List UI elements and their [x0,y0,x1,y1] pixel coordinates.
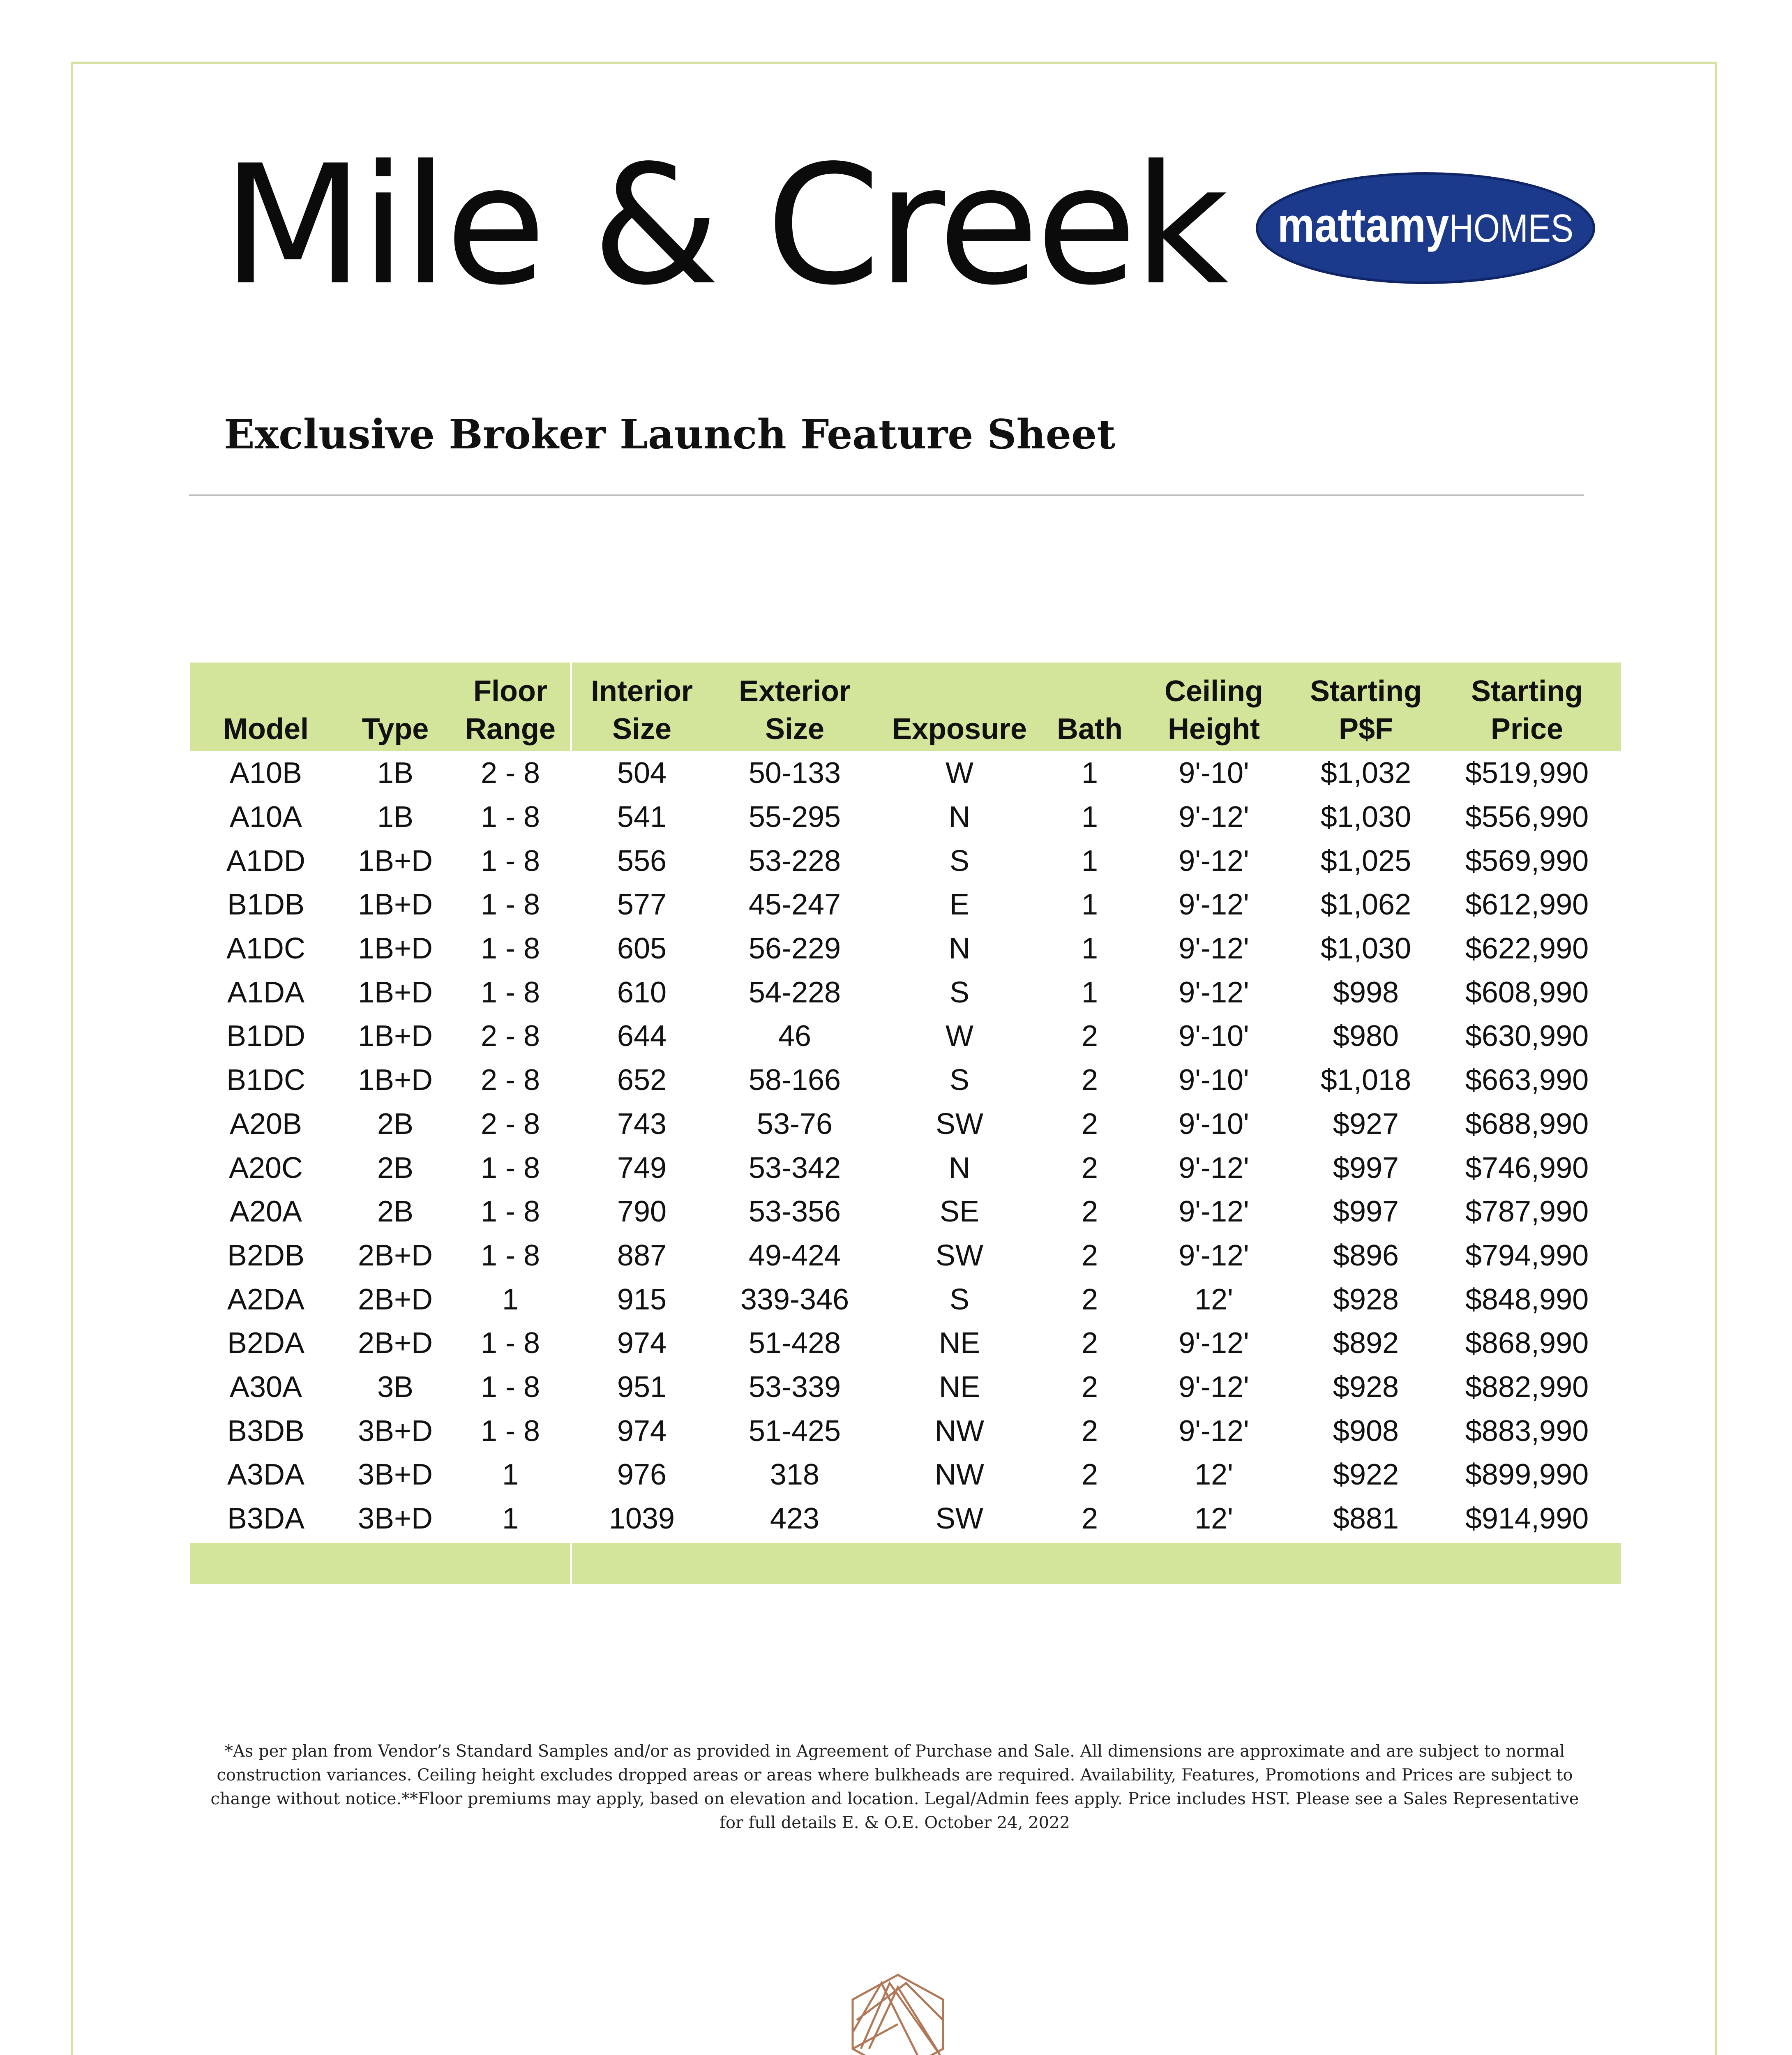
cell-starting-psf: $928 [1333,1370,1399,1404]
cell-starting-psf: $997 [1333,1151,1399,1185]
cell-type: 2B+D [357,1327,433,1360]
cell-starting-psf: $908 [1333,1414,1399,1448]
cell-exterior-size: 53-76 [756,1107,833,1141]
table-footer-bar [190,1543,1621,1584]
cell-interior-size: 790 [617,1195,667,1228]
cell-ceiling-height: 12' [1195,1458,1233,1492]
cell-ceiling-height: 9'-12' [1179,976,1249,1009]
cell-starting-price: $663,990 [1465,1064,1589,1097]
cell-exterior-size: 53-356 [748,1195,841,1228]
cell-type: 2B+D [357,1239,433,1272]
cell-exterior-size: 55-295 [748,801,841,834]
cell-exposure: N [949,1151,970,1185]
title-divider [189,494,1584,496]
cell-bath: 2 [1081,1107,1098,1141]
table-row [190,1497,1621,1541]
table-body [190,751,1621,1540]
cell-bath: 2 [1081,1327,1098,1360]
cell-starting-psf: $1,025 [1320,844,1411,877]
cell-ceiling-height: 9'-10' [1179,1064,1249,1097]
cell-model: A30A [229,1370,302,1404]
table-row [190,795,1621,839]
cell-starting-price: $883,990 [1465,1414,1589,1448]
cell-exposure: E [949,888,970,921]
cell-floor-range: 1 - 8 [480,1370,540,1404]
cell-starting-price: $899,990 [1465,1458,1589,1492]
cell-starting-psf: $1,018 [1320,1064,1411,1097]
cell-type: 1B+D [357,932,433,965]
cell-interior-size: 743 [617,1107,667,1141]
cell-type: 1B+D [357,844,433,877]
cell-floor-range: 1 - 8 [480,844,540,877]
cell-interior-size: 504 [617,757,667,790]
cell-floor-range: 2 - 8 [480,1064,540,1097]
header-type [350,663,441,751]
cell-interior-size: 644 [617,1020,667,1053]
cell-exterior-size: 49-424 [748,1239,841,1272]
cell-ceiling-height: 9'-12' [1179,1151,1249,1185]
header-bath [1045,663,1135,751]
cell-floor-range: 1 [502,1502,519,1535]
cell-starting-psf: $1,062 [1320,888,1411,921]
cell-model: A1DA [227,976,305,1009]
cell-ceiling-height: 9'-10' [1179,1020,1249,1053]
header-label: Exterior Size [738,675,851,746]
cell-exposure: NE [939,1370,980,1404]
cell-exposure: W [946,757,973,790]
cell-type: 2B [377,1195,414,1228]
header-label: Starting Price [1471,675,1583,746]
cell-bath: 1 [1081,932,1098,965]
cell-exterior-size: 46 [778,1020,812,1053]
cell-starting-price: $746,990 [1465,1151,1589,1185]
header-label: Bath [1057,713,1123,746]
cell-model: B1DD [226,1020,306,1053]
cell-type: 3B+D [357,1502,433,1535]
cell-model: B1DC [226,1064,306,1097]
header-exterior-size [725,663,865,751]
cell-interior-size: 1039 [609,1502,675,1535]
header-label: Model [223,713,309,746]
cell-exterior-size: 56-229 [748,932,841,965]
cell-floor-range: 1 - 8 [480,1414,540,1448]
table-row [190,1321,1621,1365]
mattamy-logo-bold: mattamy [1278,198,1477,252]
cell-interior-size: 974 [617,1414,667,1448]
cell-type: 1B+D [357,976,433,1009]
cell-bath: 1 [1081,801,1098,834]
cell-ceiling-height: 9'-12' [1179,1195,1249,1228]
cell-exterior-size: 54-228 [748,976,841,1009]
cell-floor-range: 2 - 8 [480,757,540,790]
table-row [190,1234,1621,1278]
cell-starting-price: $688,990 [1465,1107,1589,1141]
cell-interior-size: 605 [617,932,667,965]
header-label: Starting P$F [1310,675,1422,746]
milborne-emblem-icon [844,1971,951,2055]
cell-starting-price: $519,990 [1465,757,1589,790]
cell-floor-range: 1 - 8 [480,976,540,1009]
mattamy-logo-light: HOMES [1449,206,1594,250]
cell-exposure: NW [935,1458,984,1492]
cell-exterior-size: 58-166 [748,1064,841,1097]
cell-exterior-size: 50-133 [748,757,841,790]
cell-ceiling-height: 9'-12' [1179,1414,1249,1448]
cell-bath: 1 [1081,844,1098,877]
cell-exterior-size: 51-425 [748,1414,841,1448]
cell-model: B3DB [227,1414,305,1448]
cell-bath: 2 [1081,1370,1098,1404]
cell-interior-size: 541 [617,801,667,834]
cell-starting-psf: $927 [1333,1107,1399,1141]
cell-interior-size: 951 [617,1370,667,1404]
cell-exposure: S [949,1064,970,1097]
cell-starting-price: $608,990 [1465,976,1589,1009]
cell-model: B2DA [227,1327,305,1360]
mattamy-homes-logo [1255,172,1596,285]
cell-floor-range: 1 [502,1283,519,1316]
cell-model: B3DA [227,1502,305,1535]
table-row [190,839,1621,883]
cell-type: 2B [377,1107,414,1141]
cell-starting-psf: $928 [1333,1283,1399,1316]
cell-starting-psf: $997 [1333,1195,1399,1228]
cell-interior-size: 915 [617,1283,667,1316]
svg-text:mattamyHOMES [1278,198,1594,252]
header-ceiling-height [1152,663,1275,751]
cell-bath: 2 [1081,1151,1098,1185]
cell-floor-range: 1 [502,1458,519,1492]
cell-exposure: SE [939,1195,980,1228]
cell-type: 3B+D [357,1458,433,1492]
cell-exposure: NE [939,1327,980,1360]
cell-starting-psf: $892 [1333,1327,1399,1360]
header-model [204,663,327,751]
cell-ceiling-height: 9'-10' [1179,757,1249,790]
cell-starting-price: $556,990 [1465,801,1589,834]
cell-floor-range: 2 - 8 [480,1107,540,1141]
cell-starting-price: $848,990 [1465,1283,1589,1316]
cell-exterior-size: 423 [770,1502,820,1535]
brand-title: Mile & Creek [222,130,1226,321]
cell-model: A2DA [227,1283,305,1316]
cell-ceiling-height: 9'-12' [1179,1239,1249,1272]
cell-interior-size: 652 [617,1064,667,1097]
cell-ceiling-height: 9'-12' [1179,1370,1249,1404]
cell-model: A1DD [226,844,306,877]
cell-ceiling-height: 9'-12' [1179,801,1249,834]
cell-floor-range: 2 - 8 [480,1020,540,1053]
cell-ceiling-height: 9'-12' [1179,932,1249,965]
cell-model: A10A [229,801,302,834]
cell-interior-size: 610 [617,976,667,1009]
table-row [190,751,1621,795]
cell-model: A3DA [227,1458,305,1492]
cell-starting-price: $787,990 [1465,1195,1589,1228]
cell-ceiling-height: 9'-12' [1179,888,1249,921]
cell-bath: 2 [1081,1458,1098,1492]
cell-bath: 2 [1081,1283,1098,1316]
cell-ceiling-height: 9'-12' [1179,1327,1249,1360]
cell-type: 3B [377,1370,414,1404]
table-row [190,883,1621,927]
cell-model: A10B [229,757,302,790]
cell-floor-range: 1 - 8 [480,1327,540,1360]
cell-bath: 2 [1081,1064,1098,1097]
cell-starting-psf: $922 [1333,1458,1399,1492]
cell-interior-size: 976 [617,1458,667,1492]
cell-type: 1B [377,801,414,834]
cell-model: A1DC [226,932,306,965]
header-label: Type [362,713,429,746]
cell-starting-price: $794,990 [1465,1239,1589,1272]
disclaimer-text: *As per plan from Vendor’s Standard Samples and/or as provided in Agreement of Purchase and Sale. All dimensions are approximate and are subject to normal construction variances. Ceiling height excludes dropped areas or areas where bulkheads are required. Availability, Features, Promotions and Prices are subject to change without notice.**Floor premiums may apply, based on elevation and location. Legal/Admin fees apply. Price includes HST. Please see a Sales Representative for full details E. & O.E. October 24, 2022 [210,1742,1579,1832]
header-starting-psf [1298,663,1434,751]
cell-exposure: N [949,932,970,965]
cell-starting-psf: $896 [1333,1239,1399,1272]
cell-floor-range: 1 - 8 [480,1151,540,1185]
cell-starting-psf: $998 [1333,976,1399,1009]
document-title: Exclusive Broker Launch Feature Sheet [224,411,1116,458]
cell-starting-psf: $980 [1333,1020,1399,1053]
cell-bath: 2 [1081,1239,1098,1272]
header-label: Floor Range [465,675,556,746]
cell-floor-range: 1 - 8 [480,1195,540,1228]
table-header-row [190,663,1621,751]
cell-type: 2B [377,1151,414,1185]
table-row [190,1277,1621,1321]
cell-ceiling-height: 12' [1195,1283,1233,1316]
table-row [190,1146,1621,1190]
table-row [190,1365,1621,1409]
cell-exposure: SW [936,1107,983,1141]
table-row [190,1102,1621,1146]
cell-interior-size: 749 [617,1151,667,1185]
cell-ceiling-height: 12' [1195,1502,1233,1535]
cell-interior-size: 974 [617,1327,667,1360]
cell-starting-price: $569,990 [1465,844,1589,877]
cell-floor-range: 1 - 8 [480,1239,540,1272]
cell-interior-size: 887 [617,1239,667,1272]
cell-exterior-size: 318 [770,1458,820,1492]
table-row [190,1453,1621,1497]
header-label: Exposure [892,713,1027,746]
cell-exterior-size: 53-342 [748,1151,841,1185]
header-interior-size [580,663,703,751]
cell-exterior-size: 51-428 [748,1327,841,1360]
feature-table [190,663,1621,1584]
cell-floor-range: 1 - 8 [480,932,540,965]
table-row [190,1409,1621,1453]
milborne-group-logo [779,1971,1017,2055]
cell-type: 1B+D [357,1064,433,1097]
cell-exposure: S [949,976,970,1009]
table-row [190,1058,1621,1102]
cell-starting-psf: $1,030 [1320,801,1411,834]
cell-model: A20A [229,1195,302,1228]
cell-type: 1B [377,757,414,790]
cell-exposure: SW [936,1239,983,1272]
cell-exterior-size: 53-228 [748,844,841,877]
cell-starting-psf: $1,030 [1320,932,1411,965]
header-starting-price [1453,663,1601,751]
cell-model: B1DB [227,888,305,921]
cell-model: A20B [229,1107,302,1141]
cell-starting-price: $612,990 [1465,888,1589,921]
cell-starting-psf: $1,032 [1320,757,1411,790]
table-row [190,970,1621,1014]
cell-starting-price: $882,990 [1465,1370,1589,1404]
cell-starting-price: $630,990 [1465,1020,1589,1053]
cell-bath: 2 [1081,1020,1098,1053]
cell-starting-price: $914,990 [1465,1502,1589,1535]
table-row [190,927,1621,971]
cell-floor-range: 1 - 8 [480,888,540,921]
cell-bath: 2 [1081,1502,1098,1535]
cell-ceiling-height: 9'-10' [1179,1107,1249,1141]
cell-type: 1B+D [357,888,433,921]
cell-bath: 2 [1081,1195,1098,1228]
cell-exposure: W [946,1020,973,1053]
cell-type: 3B+D [357,1414,433,1448]
cell-exterior-size: 45-247 [748,888,841,921]
table-row [190,1190,1621,1234]
header-label: Interior Size [590,675,693,746]
cell-bath: 1 [1081,888,1098,921]
cell-starting-price: $868,990 [1465,1327,1589,1360]
cell-ceiling-height: 9'-12' [1179,844,1249,877]
cell-exterior-size: 339-346 [740,1283,849,1316]
table-row [190,1014,1621,1058]
footer-separator [570,1543,572,1584]
header-label: Ceiling Height [1164,675,1263,746]
cell-starting-psf: $881 [1333,1502,1399,1535]
cell-exposure: S [949,1283,970,1316]
header-exposure [881,663,1038,751]
cell-exterior-size: 53-339 [748,1370,841,1404]
cell-exposure: S [949,844,970,877]
cell-bath: 2 [1081,1414,1098,1448]
cell-interior-size: 577 [617,888,667,921]
cell-exposure: SW [936,1502,983,1535]
header-floor-range [449,663,572,751]
cell-type: 2B+D [357,1283,433,1316]
cell-exposure: NW [935,1414,984,1448]
cell-bath: 1 [1081,976,1098,1009]
cell-exposure: N [949,801,970,834]
cell-bath: 1 [1081,757,1098,790]
cell-model: B2DB [227,1239,305,1272]
cell-model: A20C [228,1151,303,1185]
cell-floor-range: 1 - 8 [480,801,540,834]
cell-type: 1B+D [357,1020,433,1053]
cell-starting-price: $622,990 [1465,932,1589,965]
cell-interior-size: 556 [617,844,667,877]
